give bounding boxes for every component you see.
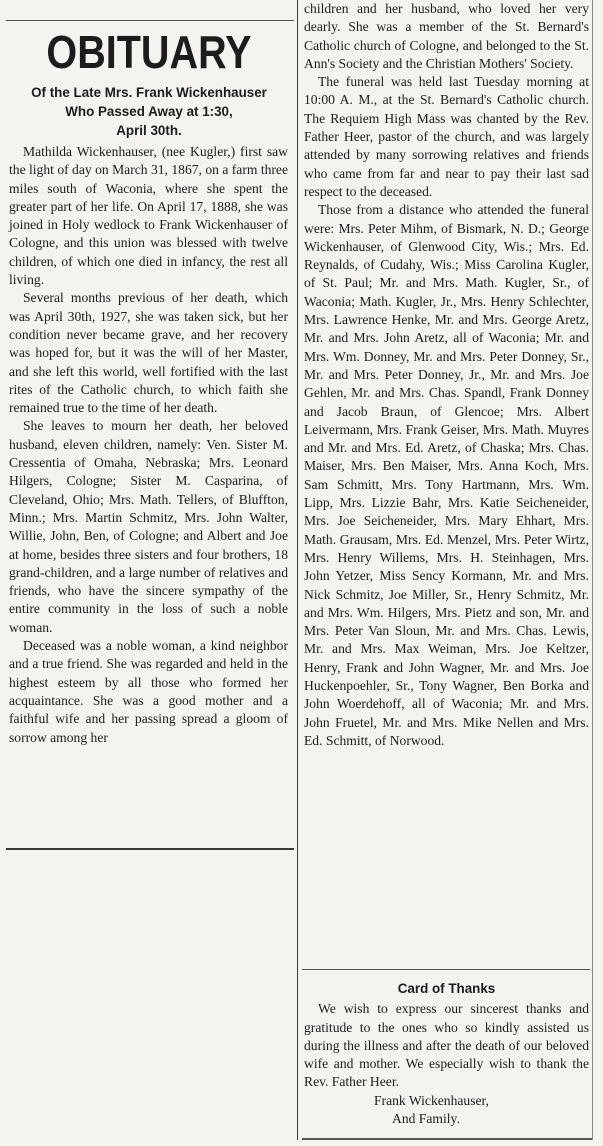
paragraph-continued: children and her husband, who loved her very dearly. She was a member of the St. Bernard's Catholic church of Cologne, and belonged to the St. Ann's Society and the Christian Mothers' Society. [304, 1, 589, 71]
card-divider-rule [302, 969, 590, 970]
card-text: We wish to express our sincerest thanks and gratitude to the ones who so kindly assisted us during the illness and after the death of our beloved wife and mother. We especially wish to thank the Rev. Father Heer. [304, 1001, 589, 1090]
paragraph-attendees: Those from a distance who attended the funeral were: Mrs. Peter Mihm, of Bismark, N. D.; George Wickenhauser, of Glenwood City, Wis.; Mrs. Ed. Reynalds, of Cudahy, Wis.; Miss Carolina Kugler, of St. Paul; Mr. and Mrs. Math. Kugler, Sr., of Waconia; Math. Kugler, Jr., Mrs. Henry Schlechter, Mrs. Lawrence Henke, Mr. and Mrs. George Aretz, Mr. and Mrs. John Aretz, all of Waconia; Mr. and Mrs. Wm. Donney, Mr. and Mrs. Peter Donney, Sr., Mr. and Mrs. Peter Donney, Jr., Mr. and Mrs. Joe Gehlen, Mr. and Mrs. Chas. Spandl, Frank Donney and Jacob Braun, of Glencoe; Mrs. Albert Leivermann, Mrs. Frank Geiser, Mrs. Math. Muyres and Mr. and Mrs. Ed. Aretz, of Chaska; Mrs. Chas. Maiser, Mrs. Ben Maiser, Mrs. Anna Koch, Mrs. Sam Schmitt, Mrs. Tony Hartmann, Mrs. Wm. Lipp, Mrs. Lizzie Bahr, Mrs. Katie Seicheneider, Mrs. Joe Seicheneider, Mrs. Mary Ehhart, Mrs. Math. Grausam, Mrs. Ed. Menzel, Mrs. Peter Wirtz, Mrs. Henry Willems, Mrs. H. Steinhagen, Mrs. John Yetzer, Miss Sency Kormann, Mr. and Mrs. Nick Schmitz, Joe Miller, Sr., Henry Schmitz, Mr. and Mrs. Wm. Hilgers, Mrs. Pietz and son, Mr. and Mrs. Peter Van Sloun, Mr. and Mrs. Chas. Lewis, Mr. and Mrs. Max Weiman, Mrs. Joe Keltzer, Henry, Frank and John Wagner, Mr. and Mrs. Joe Huckenpoehler, Sr., Tony Wagner, Ben Borka and John Woerdehoff, all of Waconia; Mr. and Mrs. John Fruetel, Mr. and Mrs. Mike Nellen and Mrs. Ed. Schmitt, of Norwood. [304, 202, 589, 748]
headline: OBITUARY [46, 26, 252, 78]
card-of-thanks [302, 974, 596, 1128]
card-signature: Frank Wickenhauser, [374, 1092, 489, 1108]
subhead-line-3: April 30th. [116, 123, 182, 138]
paragraph-death: Several months previous of her death, which was April 30th, 1927, she was taken sick, but her condition never became grave, and her recovery was hoped for, but it was the will of her Master, and she left this world, well fortified with the last rites of the Catholic church, to which faith she remained true to the time of her death. [9, 290, 288, 416]
left-body [4, 143, 294, 747]
right-body [302, 0, 596, 750]
left-column [4, 22, 294, 747]
top-rule [6, 20, 294, 21]
right-column-end-rule [302, 1138, 592, 1140]
paragraph-funeral: The funeral was held last Tuesday morning at 10:00 A. M., at the St. Bernard's Catholic church. The Requiem High Mass was chanted by the Rev. Father Heer, pastor of the church, and was largely attended by many sorrowing relatives and friends who came from far and near to pay their last sad respect to the deceased. [304, 74, 589, 199]
left-column-end-rule [6, 848, 294, 850]
column-divider [297, 0, 298, 1140]
subhead-line-2: Who Passed Away at 1:30, [65, 104, 233, 119]
subhead-line-1: Of the Late Mrs. Frank Wickenhauser [31, 85, 267, 100]
card-signature-family: And Family. [392, 1111, 460, 1127]
card-title: Card of Thanks [397, 981, 496, 996]
paragraph-tribute: Deceased was a noble woman, a kind neighbor and a true friend. She was regarded and held in the highest esteem by all those who formed her acquaintance. She was a good mother and a faithful wife and her passing spread a gloom of sorrow among her [9, 638, 288, 745]
right-column [302, 0, 596, 1127]
paragraph-biography: Mathilda Wickenhauser, (nee Kugler,) first saw the light of day on March 31, 1867, on a farm three miles south of Waconia, where she spent the greater part of her life. On April 17, 1888, she was joined in Holy wedlock to Frank Wickenhauser of Cologne, and this union was blessed with twelve children, of which one died in infancy, the rest all living. [9, 144, 288, 288]
paragraph-survivors: She leaves to mourn her death, her beloved husband, eleven children, namely: Ven. Sister M. Cressentia of Omaha, Nebraska; Mrs. Leonard Hilgers, Cologne; Sister M. Casparina, of Cleveland, Ohio; Mrs. Math. Tellers, of Bluffton, Minn.; Mrs. Martin Schmitz, Mrs. John Walter, Willie, John, Ben, of Cologne; and Albert and Joe at home, besides three sisters and four brothers, 18 grand-children, and a large number of relatives and friends, who have the sincere sympathy of the entire community in the loss of such a noble woman. [9, 418, 288, 635]
